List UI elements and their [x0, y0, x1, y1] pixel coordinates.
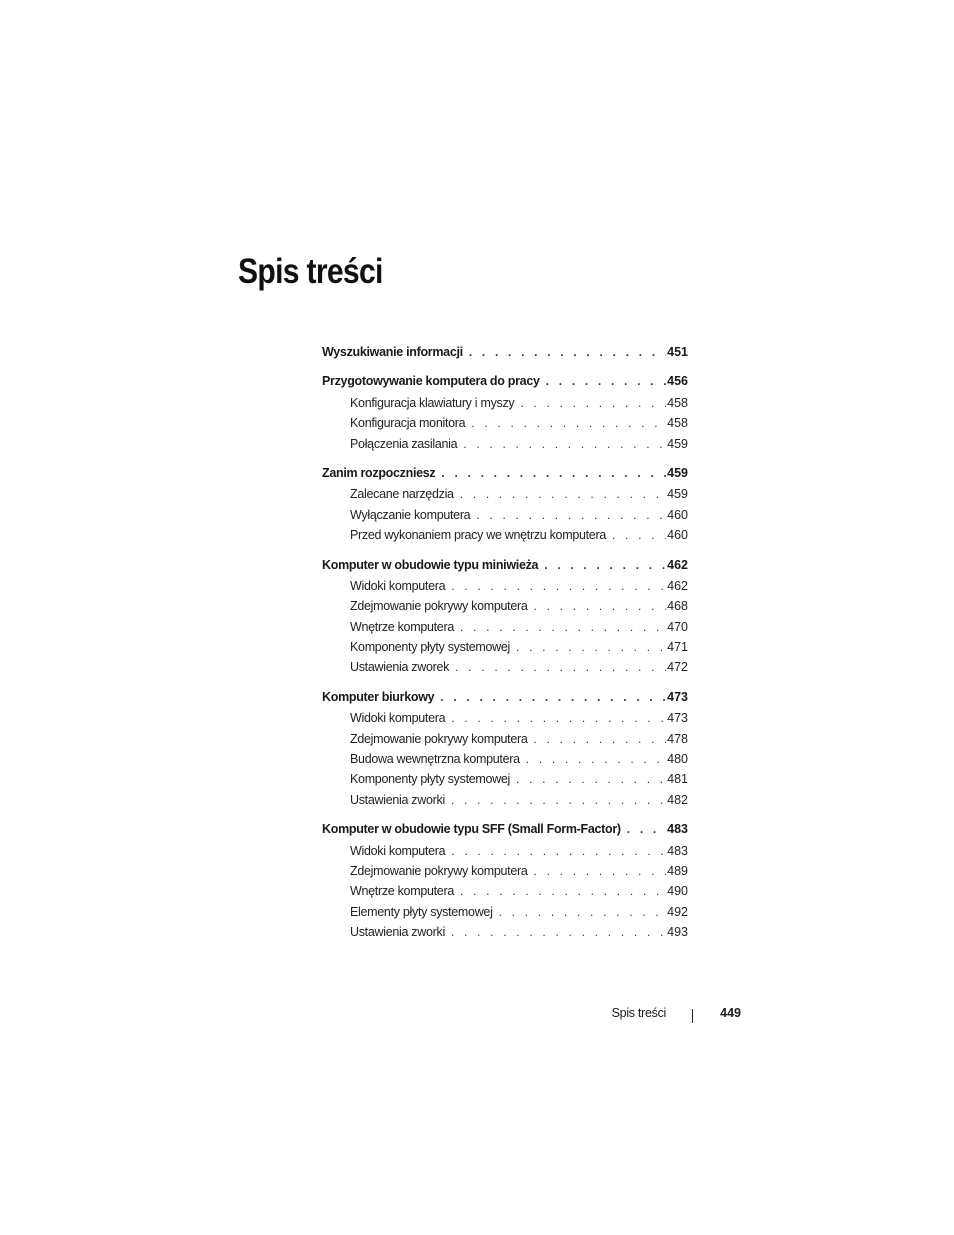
dot-leader [445, 841, 666, 861]
toc-entry-sub[interactable] [322, 881, 688, 901]
toc-entry-title: Elementy płyty systemowej [350, 904, 493, 919]
toc-section [322, 463, 688, 546]
toc-entry-page: 459 [667, 487, 688, 502]
toc-entry-page: 483 [667, 843, 688, 858]
dot-leader [528, 729, 667, 749]
toc-section [322, 555, 688, 678]
toc-entry-title: Komponenty płyty systemowej [350, 772, 511, 787]
page-title: Spis treści [238, 252, 383, 291]
dot-leader [463, 342, 666, 362]
toc-entry-title: Budowa wewnętrzna komputera [350, 752, 520, 767]
dot-leader [457, 434, 666, 454]
toc-entry-sub[interactable] [322, 505, 688, 525]
toc-entry-title: Zanim rozpoczniesz [322, 465, 436, 480]
dot-leader [520, 749, 666, 769]
toc-entry-page: 456 [667, 374, 688, 389]
toc-entry-title: Zdejmowanie pokrywy komputera [350, 599, 528, 614]
toc-entry-sub[interactable] [322, 617, 688, 637]
toc-entry-page: 492 [667, 904, 688, 919]
footer-section-title: Spis treści [611, 1006, 666, 1020]
toc-entry-page: 451 [667, 345, 688, 359]
toc-entry-title: Komputer biurkowy [322, 689, 435, 704]
dot-leader [621, 819, 666, 839]
dot-leader [435, 463, 666, 483]
toc-entry-page: 483 [667, 822, 688, 837]
toc-entry-sub[interactable] [322, 841, 688, 861]
toc-entry-page: 478 [667, 731, 688, 746]
toc-entry-sub[interactable] [322, 484, 688, 504]
toc-entry-sub[interactable] [322, 393, 688, 413]
toc-entry-page: 482 [667, 792, 688, 807]
toc-entry-page: 493 [667, 925, 688, 940]
toc-entry-sub[interactable] [322, 413, 688, 433]
toc-entry-page: 471 [667, 640, 688, 655]
toc-entry-title: Zalecane narzędzia [350, 487, 454, 502]
dot-leader [434, 687, 666, 707]
toc-entry-title: Wnętrze komputera [350, 619, 454, 634]
footer-page-number: 449 [720, 1006, 741, 1020]
dot-leader [514, 393, 666, 413]
toc-entry-title: Widoki komputera [350, 578, 446, 593]
toc-section [322, 819, 688, 942]
toc-entry-title: Ustawienia zworki [350, 792, 445, 807]
toc-entry-main[interactable] [322, 687, 688, 707]
toc-entry-title: Komputer w obudowie typu miniwieża [322, 557, 539, 572]
toc-entry-page: 473 [667, 689, 688, 704]
toc-entry-page: 480 [667, 752, 688, 767]
toc-entry-page: 481 [667, 772, 688, 787]
toc-entry-title: Ustawienia zworek [350, 660, 450, 675]
toc-entry-title: Wnętrze komputera [350, 884, 454, 899]
toc-entry-title: Zdejmowanie pokrywy komputera [350, 731, 528, 746]
dot-leader [449, 657, 666, 677]
toc-entry-sub[interactable] [322, 902, 688, 922]
toc-entry-sub[interactable] [322, 790, 688, 810]
toc-entry-title: Komponenty płyty systemowej [350, 640, 511, 655]
dot-leader [540, 371, 666, 391]
toc-entry-title: Widoki komputera [350, 843, 446, 858]
toc-entry-title: Komputer w obudowie typu SFF (Small Form-Factor) [322, 822, 621, 837]
toc-entry-sub[interactable] [322, 749, 688, 769]
toc-entry-page: 462 [667, 578, 688, 593]
toc-section [322, 342, 688, 362]
dot-leader [445, 922, 666, 942]
toc-entry-title: Wyłączanie komputera [350, 507, 471, 522]
toc-entry-title: Połączenia zasilania [350, 436, 458, 451]
dot-leader [445, 790, 666, 810]
dot-leader [454, 484, 666, 504]
toc-entry-page: 462 [667, 557, 688, 572]
toc-entry-page: 459 [667, 436, 688, 451]
dot-leader [528, 861, 667, 881]
toc-entry-title: Konfiguracja klawiatury i myszy [350, 395, 515, 410]
toc-entry-page: 468 [667, 599, 688, 614]
dot-leader [538, 555, 666, 575]
toc-entry-sub[interactable] [322, 434, 688, 454]
toc-entry-sub[interactable] [322, 576, 688, 596]
toc-section [322, 371, 688, 454]
toc-entry-sub[interactable] [322, 861, 688, 881]
toc-entry-title: Przed wykonaniem pracy we wnętrzu komputera [350, 528, 606, 543]
toc-entry-sub[interactable] [322, 657, 688, 677]
page-footer [0, 1006, 954, 1026]
dot-leader [510, 769, 666, 789]
toc-entry-main[interactable] [322, 463, 688, 483]
dot-leader [493, 902, 666, 922]
toc-entry-title: Przygotowywanie komputera do pracy [322, 374, 540, 389]
dot-leader [510, 637, 666, 657]
toc-entry-page: 458 [667, 395, 688, 410]
toc-entry-sub[interactable] [322, 525, 688, 545]
toc-entry-title: Konfiguracja monitora [350, 416, 466, 431]
toc-entry-sub[interactable] [322, 637, 688, 657]
toc-entry-page: 470 [667, 619, 688, 634]
toc-entry-page: 458 [667, 416, 688, 431]
toc-entry-main[interactable] [322, 555, 688, 575]
toc-entry-title: Wyszukiwanie informacji [322, 345, 463, 359]
toc-entry-title: Widoki komputera [350, 711, 446, 726]
dot-leader [606, 525, 666, 545]
toc-entry-sub[interactable] [322, 922, 688, 942]
toc-entry-page: 489 [667, 863, 688, 878]
dot-leader [465, 413, 666, 433]
toc-entry-sub[interactable] [322, 708, 688, 728]
toc-entry-sub[interactable] [322, 729, 688, 749]
dot-leader [470, 505, 666, 525]
toc-entry-page: 473 [667, 711, 688, 726]
toc-entry-sub[interactable] [322, 596, 688, 616]
toc-entry-page: 460 [667, 507, 688, 522]
toc-entry-main[interactable] [322, 342, 688, 362]
toc-entry-title: Ustawienia zworki [350, 925, 445, 940]
dot-leader [528, 596, 667, 616]
dot-leader [445, 708, 666, 728]
toc-entry-page: 459 [667, 465, 688, 480]
toc-entry-main[interactable] [322, 371, 688, 391]
toc-entry-title: Zdejmowanie pokrywy komputera [350, 863, 528, 878]
dot-leader [445, 576, 666, 596]
toc-section [322, 687, 688, 810]
toc-entry-page: 460 [667, 528, 688, 543]
toc-entry-sub[interactable] [322, 769, 688, 789]
dot-leader [454, 881, 666, 901]
toc-entry-page: 490 [667, 884, 688, 899]
table-of-contents [322, 342, 688, 952]
toc-entry-main[interactable] [322, 819, 688, 839]
toc-entry-page: 472 [667, 660, 688, 675]
footer-divider [692, 1009, 693, 1023]
dot-leader [454, 617, 666, 637]
